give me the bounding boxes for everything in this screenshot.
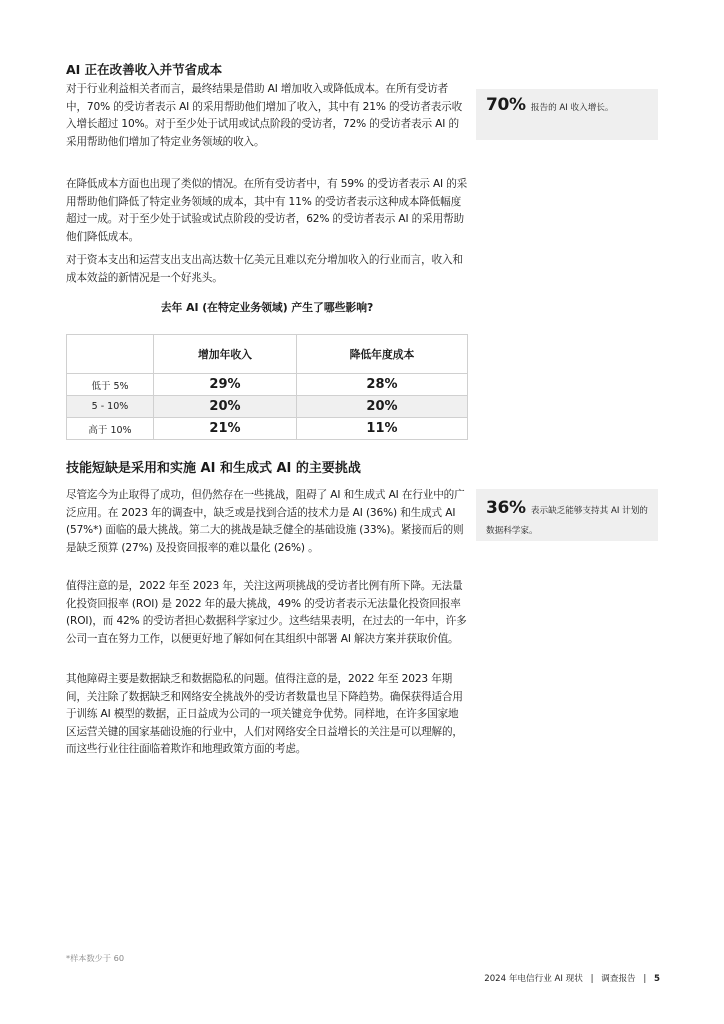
stat-callout-revenue xyxy=(476,89,658,140)
cell-cost: 11% xyxy=(296,418,467,440)
table-header-cost: 降低年度成本 xyxy=(296,335,467,374)
table-row xyxy=(67,374,468,396)
table-header-revenue: 增加年收入 xyxy=(154,335,297,374)
table-row xyxy=(67,396,468,418)
paragraph-revenue: 对于行业利益相关者而言，最终结果是借助 AI 增加收入或降低成本。在所有受访者中，70% 的受访者表示 AI 的采用帮助他们增加了收入，其中有 21% 的受访者表示收入增长超过 10%。对于至少处于试用或试点阶段的受访者，72% 的受访者表示 AI 的采用帮助他们增加了特定业务领域的收入。 xyxy=(66,83,463,148)
stat-value: 70% xyxy=(486,95,526,115)
row-label: 5 - 10% xyxy=(67,396,154,418)
impact-table xyxy=(66,334,468,440)
cell-revenue: 21% xyxy=(154,418,297,440)
table-header-row xyxy=(67,335,468,374)
table-header-blank xyxy=(67,335,154,374)
stat-callout-skills xyxy=(476,489,658,541)
paragraph-trends: 值得注意的是，2022 年至 2023 年，关注这两项挑战的受访者比例有所下降。无法量化投资回报率 (ROI) 是 2022 年的最大挑战，49% 的受访者表示无法量化投资回报率 (ROI)，而 42% 的受访者担心数据科学家过少。这些结果表明，在过去的一年中，许多公司一直在努力工作，以便更好地了解如何在其组织中部署 AI 解决方案并获取价值。 xyxy=(66,580,467,645)
stat-label: 报告的 AI 收入增长。 xyxy=(530,103,614,113)
table-title: 去年 AI (在特定业务领域) 产生了哪些影响? xyxy=(160,301,374,314)
stat-label: 表示缺乏能够支持其 AI 计划的数据科学家。 xyxy=(486,506,648,536)
cell-revenue: 20% xyxy=(154,396,297,418)
table-row xyxy=(67,418,468,440)
footer-separator: | xyxy=(643,974,647,984)
footer-separator: | xyxy=(590,974,594,984)
page-number: 5 xyxy=(654,974,660,984)
section-heading-revenue-cost: AI 正在改善收入并节省成本 xyxy=(66,62,223,77)
footnote: *样本数少于 60 xyxy=(66,953,125,963)
cell-cost: 20% xyxy=(296,396,467,418)
paragraph-outlook: 对于资本支出和运营支出支出高达数十亿美元且难以充分增加收入的行业而言，收入和成本效益的新情况是一个好兆头。 xyxy=(66,254,463,284)
paragraph-challenges: 尽管迄今为止取得了成功，但仍然存在一些挑战，阻碍了 AI 和生成式 AI 在行业中的广泛应用。在 2023 年的调查中，缺乏或是找到合适的技术力是 AI (36%) 和生成式 AI (57%*) 面临的最大挑战。第二大的挑战是缺乏健全的基础设施 (33%)。紧接而后的则是缺乏预算 (27%) 及投资回报率的难以量化 (26%) 。 xyxy=(66,489,465,554)
stat-value: 36% xyxy=(486,498,526,518)
cell-revenue: 29% xyxy=(154,374,297,396)
row-label: 高于 10% xyxy=(67,418,154,440)
cell-cost: 28% xyxy=(296,374,467,396)
section-heading-skills: 技能短缺是采用和实施 AI 和生成式 AI 的主要挑战 xyxy=(66,461,361,476)
page-footer xyxy=(484,972,660,984)
footer-title: 2024 年电信行业 AI 现状 xyxy=(484,974,583,984)
footer-subtitle: 调查报告 xyxy=(601,974,636,984)
row-label: 低于 5% xyxy=(67,374,154,396)
paragraph-cost: 在降低成本方面也出现了类似的情况。在所有受访者中，有 59% 的受访者表示 AI 的采用帮助他们降低了特定业务领域的成本，其中有 11% 的受访者表示这种成本降低幅度超过一成。对于至少处于试验或试点阶段的受访者，62% 的受访者表示 AI 的采用帮助他们降低成本。 xyxy=(66,178,468,243)
paragraph-other-barriers: 其他障碍主要是数据缺乏和数据隐私的问题。值得注意的是，2022 年至 2023 年期间，关注除了数据缺乏和网络安全挑战外的受访者数量也呈下降趋势。确保获得适合用于训练 AI 模型的数据，正日益成为公司的一项关键竞争优势。同样地，在许多国家地区运营关键的国家基础设施的行业中，人们对网络安全日益增长的关注是可以理解的，而这些行业往往面临着欺诈和地理政策方面的考虑。 xyxy=(66,673,463,756)
